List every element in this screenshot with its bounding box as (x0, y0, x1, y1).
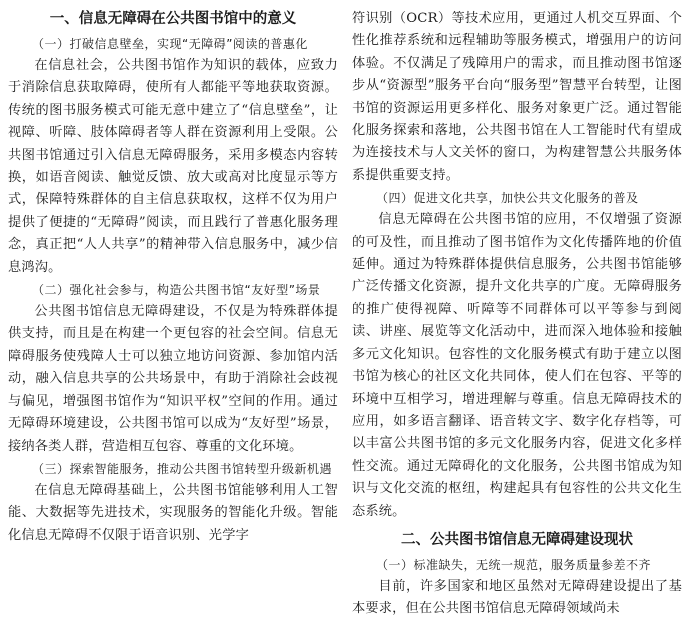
subsection-heading-4: （四）促进文化共享，加快公共文化服务的普及 (376, 191, 639, 206)
subsection-heading-5: （一）标准缺失，无统一规范，服务质量参差不齐 (376, 557, 652, 572)
section-heading-1: 一、信息无障碍在公共图书馆中的意义 (49, 11, 297, 27)
paragraph-5: 目前，许多国家和地区虽然对无障碍建设提出了基本要求，但在公共图书馆信息无障碍领域尚未 (352, 578, 682, 617)
subsection-heading-3: （三）探索智能服务，推动公共图书馆转型升级新机遇 (32, 461, 333, 476)
paragraph-1: 在信息社会，公共图书馆作为知识的载体，应致力于消除信息获取障碍，使所有人都能平等地获取资源。传统的图书服务模式可能无意中建立了“信息壁垒”，让视障、听障、肢体障碍者等人群在资源利用上受限。公共图书馆通过引入信息无障碍服务，采用多模态内容转换，如语音阅读、触觉反馈、放大或高对比度显示等方式，保障特殊群体的自主信息获取权，这样不仅为用户提供了便捷的“无障碍”阅读，而且践行了普惠化服务理念，真正把“人人共享”的精神带入信息服务中，减少信息鸿沟。 (8, 58, 338, 275)
paragraph-2: 公共图书馆信息无障碍建设，不仅是为特殊群体提供支持，而且是在构建一个更包容的社会空间。信息无障碍服务使残障人士可以独立地访问资源、参加馆内活动，融入信息共享的公共场景中，有助于消除社会歧视与偏见，增强图书馆作为“知识平权”空间的作用。通过无障碍环境建设，公共图书馆可以成为“友好型”场景，接纳各类人群，营造相互包容、尊重的文化环境。 (8, 304, 338, 454)
left-column (8, 8, 338, 547)
subsection-heading-1: （一）打破信息壁垒，实现“无障碍”阅读的普惠化 (32, 37, 308, 51)
paragraph-3-continued: 符识别（OCR）等技术应用，更通过人机交互界面、个性化推荐系统和远程辅助等服务模式，增强用户的访问体验。不仅满足了残障用户的需求，而且推动图书馆逐步从“资源型”服务平台向“服务型”智慧平台转型，让图书馆的资源运用更多样化、服务对象更广泛。通过智能化服务探索和落地，公共图书馆在人工智能时代有望成为连接技术与人文关怀的窗口，为构建智慧公共服务体系提供重要支持。 (352, 11, 682, 183)
section-heading-2: 二、公共图书馆信息无障碍建设现状 (401, 531, 633, 548)
right-column (352, 8, 682, 621)
paragraph-4: 信息无障碍在公共图书馆的应用，不仅增强了资源的可及性，而且推动了图书馆作为文化传播阵地的价值延伸。通过为特殊群体提供信息服务，公共图书馆能够广泛传播文化资源，提升文化共享的广度。无障碍服务的推广使得视障、听障等不同群体可以平等参与到阅读、讲座、展览等文化活动中，进而深入地体验和接触多元文化知识。包容性的文化服务模式有助于建立以图书馆为核心的社区文化共同体，使人们在包容、平等的环境中互相学习，增进理解与尊重。信息无障碍技术的应用，如多语言翻译、语音转文字、数字化存档等，可以丰富公共图书馆的多元文化服务内容，促进文化多样性交流。通过无障碍化的文化服务，公共图书馆成为知识与文化交流的枢纽，构建起具有包容性的公共文化生态系统。 (352, 212, 682, 519)
subsection-heading-2: （二）强化社会参与，构造公共图书馆“友好型”场景 (32, 283, 321, 298)
paragraph-3: 在信息无障碍基础上，公共图书馆能够利用人工智能、大数据等先进技术，实现服务的智能化升级。智能化信息无障碍不仅限于语音识别、光学字 (8, 482, 338, 543)
